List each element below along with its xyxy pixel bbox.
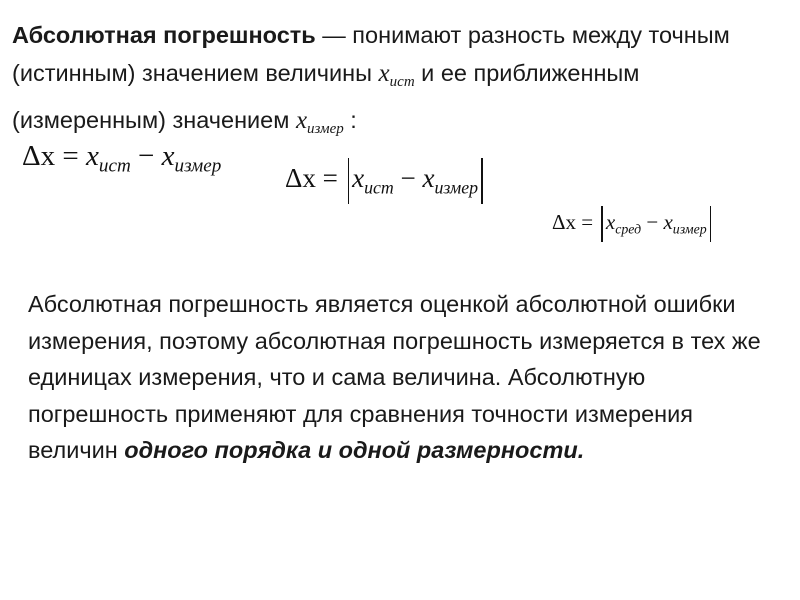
true-value-symbol: $x_{ист}$ <box>378 60 415 90</box>
definition-text <box>12 16 782 148</box>
definition-part-2: и ее приближенным (измеренным) значением <box>12 60 640 133</box>
abs-bar-right <box>710 206 712 242</box>
measured-value-symbol: $x_{измер}$ <box>295 107 344 137</box>
definition-part-1: — понимают разность между точным (истинным) значением величины <box>12 22 730 86</box>
definition-part-3: : <box>343 107 357 133</box>
abs-bar-right <box>481 158 483 204</box>
explanation-paragraph <box>28 286 788 469</box>
formula-absolute-difference: $\Delta x = x_{ист} - x_{измер}$ <box>285 158 486 204</box>
abs-bar-left <box>601 206 603 242</box>
explanation-text: Абсолютная погрешность является оценкой абсолютной ошибки измерения, поэтому абсолютная погрешность измеряется в тех же единицах измерения, что и сама величина. Абсолютную погрешность применяют для сравнения точности измерения величин <box>28 291 761 463</box>
formula-mean-difference: $\Delta x = x_{сред} - x_{измер}$ <box>552 206 714 242</box>
abs-bar-left <box>348 158 350 204</box>
formula-difference: $\Delta x = x_{ист} - x_{измер}$ <box>22 140 222 177</box>
emphasis-text: одного порядка и одной размерности. <box>124 437 585 463</box>
term-absolute-error: Абсолютная погрешность <box>12 22 316 48</box>
